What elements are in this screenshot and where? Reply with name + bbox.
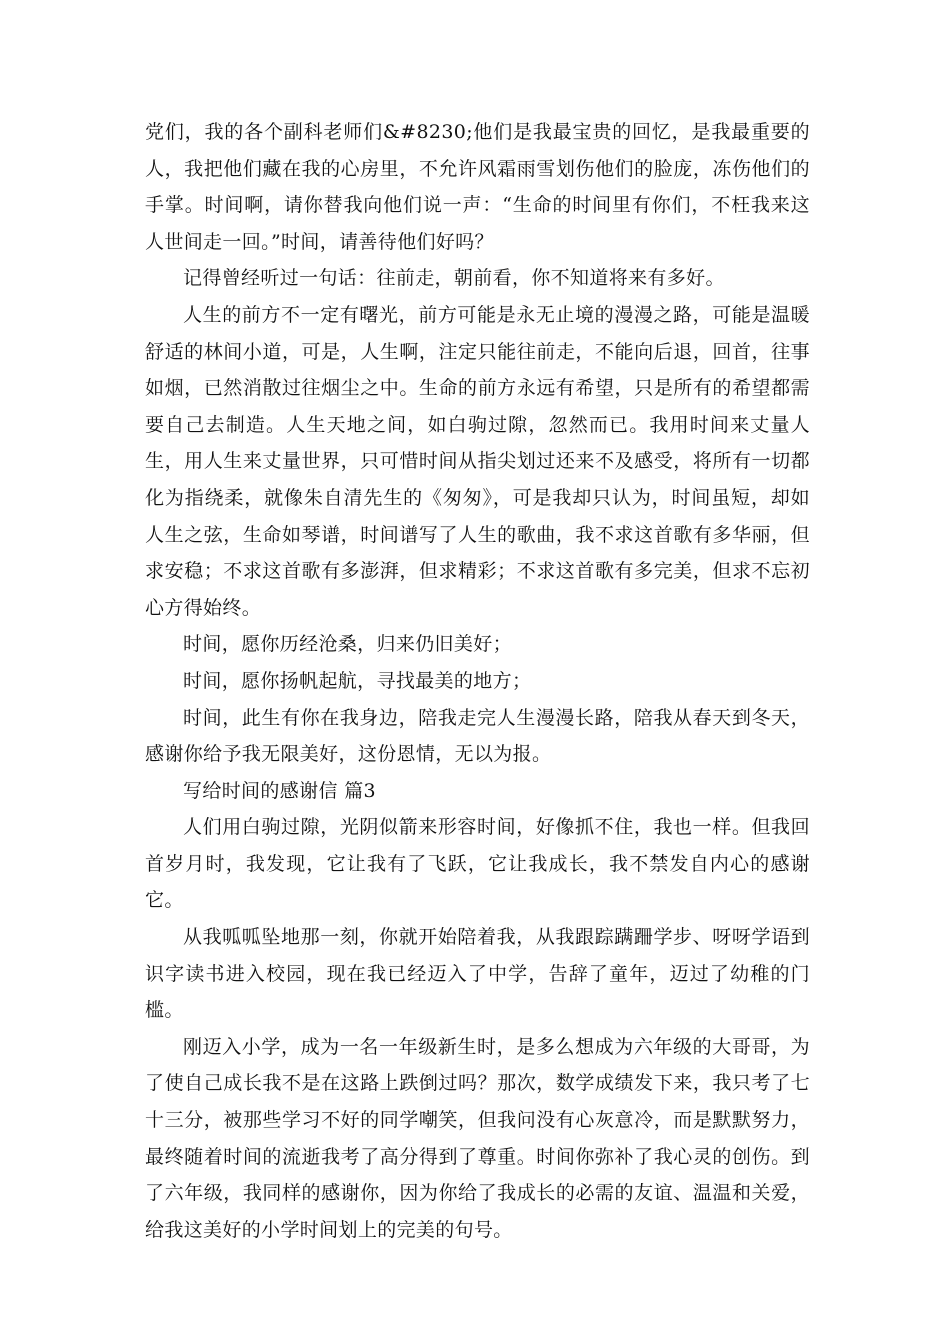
section-heading: 写给时间的感谢信 篇3 xyxy=(183,779,376,802)
document-body xyxy=(145,114,810,1248)
paragraph: 时间，愿你扬帆起航，寻找最美的地方； xyxy=(183,669,532,692)
paragraph: 时间，愿你历经沧桑，归来仍旧美好； xyxy=(183,633,512,656)
paragraph: 人生的前方不一定有曙光，前方可能是永无止境的漫漫之路，可能是温暖舒适的林间小道，可是，人生啊，注定只能往前走，不能向后退，回首，往事如烟，已然消散过往烟尘之中。生命的前方永远有希望，只是所有的希望都需要自己去制造。人生天地之间，如白驹过隙，忽然而已。我用时间来丈量人生，用人生来丈量世界，只可惜时间从指尖划过还来不及感受，将所有一切都化为指绕柔，就像朱自清先生的《匆匆》，可是我却只认为，时间虽短，却如人生之弦，生命如琴谱，时间谱写了人生的歌曲，我不求这首歌有多华丽，但求安稳；不求这首歌有多澎湃，但求精彩；不求这首歌有多完美，但求不忘初心方得始终。 xyxy=(145,303,810,619)
paragraph: 时间，此生有你在我身边，陪我走完人生漫漫长路，陪我从春天到冬天，感谢你给予我无限美好，这份恩情，无以为报。 xyxy=(145,706,810,766)
paragraph: 刚迈入小学，成为一名一年级新生时，是多么想成为六年级的大哥哥，为了使自己成长我不是在这路上跌倒过吗？那次，数学成绩发下来，我只考了七十三分，被那些学习不好的同学嘲笑，但我问没有心灰意冷，而是默默努力，最终随着时间的流逝我考了高分得到了尊重。时间你弥补了我心灵的创伤。到了六年级，我同样的感谢你，因为你给了我成长的必需的友谊、温温和关爱，给我这美好的小学时间划上的完美的句号。 xyxy=(145,1035,810,1241)
paragraph: 从我呱呱坠地那一刻，你就开始陪着我，从我跟踪蹒跚学步、呀呀学语到识字读书进入校园，现在我已经迈入了中学，告辞了童年，迈过了幼稚的门槛。 xyxy=(145,926,810,1022)
paragraph: 人们用白驹过隙，光阴似箭来形容时间，好像抓不住，我也一样。但我回首岁月时，我发现，它让我有了飞跃，它让我成长，我不禁发自内心的感谢它。 xyxy=(145,816,810,912)
paragraph: 党们，我的各个副科老师们&#8230;他们是我最宝贵的回忆，是我最重要的人，我把他们藏在我的心房里，不允许风霜雨雪划伤他们的脸庞，冻伤他们的手掌。时间啊，请你替我向他们说一声：“生命的时间里有你们，不枉我来这人世间走一回。”时间，请善待他们好吗？ xyxy=(145,121,810,253)
paragraph: 记得曾经听过一句话：往前走，朝前看，你不知道将来有多好。 xyxy=(183,267,725,290)
